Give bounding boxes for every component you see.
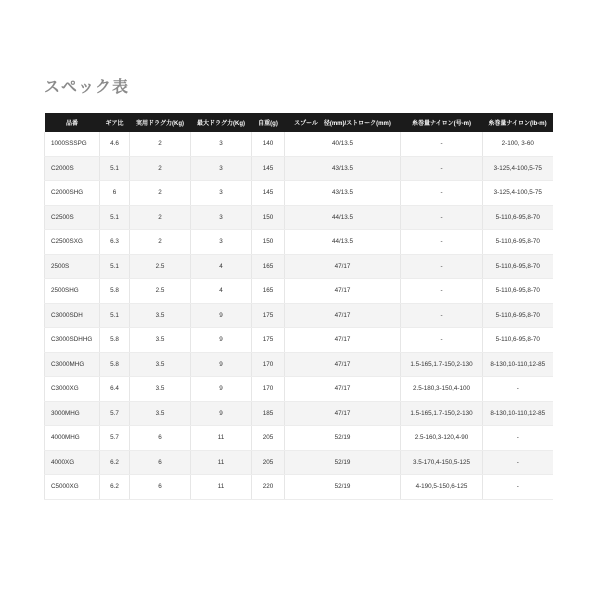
- table-cell: -: [483, 426, 553, 451]
- table-cell: 5-110,6-95,8-70: [483, 328, 553, 353]
- table-cell: 3-125,4-100,5-75: [483, 156, 553, 181]
- table-row: [45, 426, 553, 451]
- table-row: [45, 230, 553, 255]
- column-header: 自重(g): [252, 113, 285, 132]
- table-cell: 6: [100, 181, 130, 206]
- table-cell: 4000XG: [45, 450, 100, 475]
- table-cell: 47/17: [285, 254, 401, 279]
- column-header: 最大ドラグ力(Kg): [191, 113, 252, 132]
- table-cell: C5000XG: [45, 475, 100, 500]
- table-cell: 2.5: [130, 279, 191, 304]
- table-row: [45, 450, 553, 475]
- table-cell: 44/13.5: [285, 230, 401, 255]
- table-cell: 205: [252, 450, 285, 475]
- table-cell: 175: [252, 328, 285, 353]
- table-cell: -: [401, 303, 483, 328]
- table-cell: C2500S: [45, 205, 100, 230]
- table-cell: 170: [252, 377, 285, 402]
- table-cell: -: [401, 132, 483, 156]
- table-cell: -: [401, 205, 483, 230]
- table-cell: 2.5-160,3-120,4-90: [401, 426, 483, 451]
- table-cell: 6: [130, 426, 191, 451]
- table-cell: -: [483, 377, 553, 402]
- table-cell: 220: [252, 475, 285, 500]
- table-cell: -: [401, 279, 483, 304]
- table-cell: 9: [191, 352, 252, 377]
- table-cell: 2-100, 3-60: [483, 132, 553, 156]
- table-cell: 205: [252, 426, 285, 451]
- table-cell: 4-190,5-150,6-125: [401, 475, 483, 500]
- page-title: スペック表: [44, 77, 130, 96]
- table-cell: 6.2: [100, 475, 130, 500]
- column-header: 糸巻量ナイロン(号-m): [401, 113, 483, 132]
- table-cell: C3000SDHHG: [45, 328, 100, 353]
- table-cell: 43/13.5: [285, 156, 401, 181]
- table-cell: 1.5-165,1.7-150,2-130: [401, 352, 483, 377]
- column-header: ギア比: [100, 113, 130, 132]
- table-row: [45, 132, 553, 156]
- table-cell: 175: [252, 303, 285, 328]
- table-cell: 5.1: [100, 254, 130, 279]
- table-cell: 47/17: [285, 328, 401, 353]
- table-cell: 11: [191, 475, 252, 500]
- table-cell: 165: [252, 279, 285, 304]
- table-cell: 185: [252, 401, 285, 426]
- table-cell: 5.1: [100, 205, 130, 230]
- table-cell: 3: [191, 132, 252, 156]
- table-cell: 3: [191, 181, 252, 206]
- table-cell: 52/19: [285, 426, 401, 451]
- table-cell: 140: [252, 132, 285, 156]
- table-cell: 5-110,6-95,8-70: [483, 279, 553, 304]
- table-cell: 9: [191, 303, 252, 328]
- table-row: [45, 156, 553, 181]
- table-cell: C2000SHG: [45, 181, 100, 206]
- table-cell: 47/17: [285, 279, 401, 304]
- table-cell: 9: [191, 401, 252, 426]
- table-header-row: [45, 113, 553, 132]
- table-cell: 2: [130, 181, 191, 206]
- table-cell: 1.5-165,1.7-150,2-130: [401, 401, 483, 426]
- table-cell: 11: [191, 426, 252, 451]
- table-cell: 145: [252, 181, 285, 206]
- table-cell: 1000SSSPG: [45, 132, 100, 156]
- table-cell: 165: [252, 254, 285, 279]
- table-cell: 5-110,6-95,8-70: [483, 230, 553, 255]
- table-cell: 2: [130, 230, 191, 255]
- table-cell: 4: [191, 279, 252, 304]
- table-row: [45, 303, 553, 328]
- column-header: 糸巻量ナイロン(lb-m): [483, 113, 553, 132]
- table-row: [45, 279, 553, 304]
- table-cell: 9: [191, 328, 252, 353]
- table-cell: 2: [130, 132, 191, 156]
- table-cell: 5.8: [100, 352, 130, 377]
- table-cell: 47/17: [285, 401, 401, 426]
- table-body: [45, 132, 553, 499]
- table-cell: 6.3: [100, 230, 130, 255]
- table-cell: 47/17: [285, 377, 401, 402]
- table-cell: 43/13.5: [285, 181, 401, 206]
- table-cell: 44/13.5: [285, 205, 401, 230]
- table-cell: 2.5: [130, 254, 191, 279]
- table-cell: 3-125,4-100,5-75: [483, 181, 553, 206]
- table-cell: -: [401, 328, 483, 353]
- table-cell: 3.5: [130, 352, 191, 377]
- table-cell: 5.1: [100, 156, 130, 181]
- table-cell: 3: [191, 205, 252, 230]
- table-cell: 52/19: [285, 450, 401, 475]
- table-cell: C2500SXG: [45, 230, 100, 255]
- table-cell: 8-130,10-110,12-85: [483, 352, 553, 377]
- table-cell: 4: [191, 254, 252, 279]
- table-cell: -: [401, 254, 483, 279]
- table-row: [45, 205, 553, 230]
- table-cell: 52/19: [285, 475, 401, 500]
- table-cell: 5.8: [100, 328, 130, 353]
- table-cell: 6: [130, 450, 191, 475]
- table-cell: -: [401, 230, 483, 255]
- table-cell: -: [401, 156, 483, 181]
- table-cell: 145: [252, 156, 285, 181]
- table-cell: 5.7: [100, 401, 130, 426]
- table-cell: C3000MHG: [45, 352, 100, 377]
- table-cell: 2500SHG: [45, 279, 100, 304]
- table-cell: 2.5-180,3-150,4-100: [401, 377, 483, 402]
- table-cell: 11: [191, 450, 252, 475]
- table-cell: 6.4: [100, 377, 130, 402]
- table-row: [45, 377, 553, 402]
- column-header: スプール 径(mm)/ストローク(mm): [285, 113, 401, 132]
- table-cell: C2000S: [45, 156, 100, 181]
- table-cell: C3000XG: [45, 377, 100, 402]
- column-header: 品番: [45, 113, 100, 132]
- table-cell: 3.5: [130, 328, 191, 353]
- table-cell: 5-110,6-95,8-70: [483, 205, 553, 230]
- table-cell: 5.7: [100, 426, 130, 451]
- table-cell: 3: [191, 156, 252, 181]
- table-cell: 40/13.5: [285, 132, 401, 156]
- table-cell: -: [483, 450, 553, 475]
- table-cell: 3.5: [130, 401, 191, 426]
- table-cell: 5.1: [100, 303, 130, 328]
- table-cell: 3000MHG: [45, 401, 100, 426]
- table-cell: 5-110,6-95,8-70: [483, 303, 553, 328]
- table-cell: 3.5-170,4-150,5-125: [401, 450, 483, 475]
- spec-table: [44, 113, 553, 500]
- table-cell: 4000MHG: [45, 426, 100, 451]
- table-cell: 2: [130, 205, 191, 230]
- table-cell: 150: [252, 205, 285, 230]
- table-cell: 170: [252, 352, 285, 377]
- column-header: 実用ドラグ力(Kg): [130, 113, 191, 132]
- table-cell: 3: [191, 230, 252, 255]
- table-cell: C3000SDH: [45, 303, 100, 328]
- table-cell: 47/17: [285, 303, 401, 328]
- table-cell: 3.5: [130, 303, 191, 328]
- table-cell: 6: [130, 475, 191, 500]
- table-row: [45, 401, 553, 426]
- table-cell: 5.8: [100, 279, 130, 304]
- table-row: [45, 254, 553, 279]
- table-cell: 8-130,10-110,12-85: [483, 401, 553, 426]
- table-cell: 47/17: [285, 352, 401, 377]
- table-cell: 4.6: [100, 132, 130, 156]
- table-row: [45, 475, 553, 500]
- table-cell: 3.5: [130, 377, 191, 402]
- table-cell: 2: [130, 156, 191, 181]
- table-cell: 6.2: [100, 450, 130, 475]
- table-cell: 2500S: [45, 254, 100, 279]
- table-cell: 150: [252, 230, 285, 255]
- table-row: [45, 328, 553, 353]
- table-cell: 9: [191, 377, 252, 402]
- table-cell: -: [401, 181, 483, 206]
- table-cell: 5-110,6-95,8-70: [483, 254, 553, 279]
- table-cell: -: [483, 475, 553, 500]
- table-row: [45, 352, 553, 377]
- table-row: [45, 181, 553, 206]
